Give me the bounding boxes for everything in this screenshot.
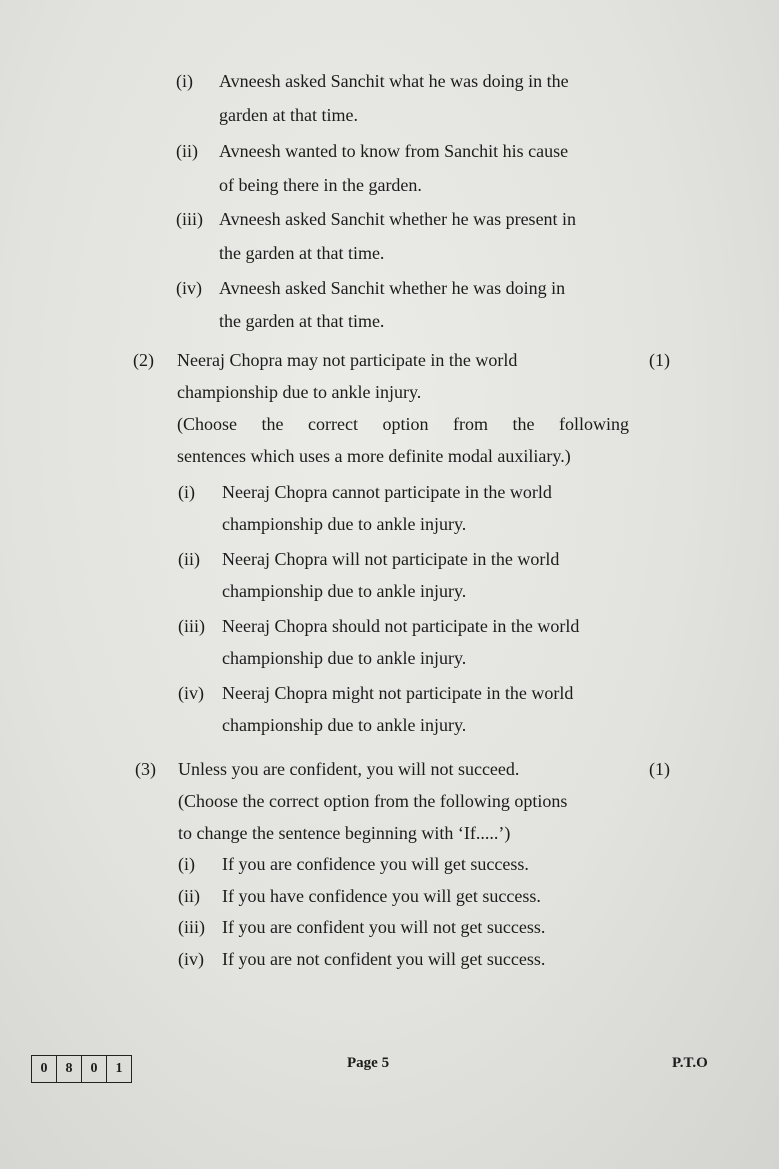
q3-instruction-line2: to change the sentence beginning with ‘If.....’) (178, 823, 511, 843)
q3-option-iii-label: (iii) (178, 917, 205, 937)
q2-option-ii-line1: Neeraj Chopra will not participate in the world (222, 549, 560, 569)
paper-code-digit: 1 (115, 1061, 123, 1076)
q1-option-iv-line1: Avneesh asked Sanchit whether he was doing in (219, 278, 566, 298)
q1-option-iii-line1: Avneesh asked Sanchit whether he was present in (219, 209, 577, 229)
q2-stem-line1: Neeraj Chopra may not participate in the world (177, 350, 518, 370)
q2-option-ii-label: (ii) (178, 549, 200, 569)
q2-marks: (1) (649, 350, 670, 370)
q3-stem: Unless you are confident, you will not succeed. (178, 759, 520, 779)
q2-number: (2) (133, 350, 154, 370)
q2-instruction-line1: (Choose the correct option from the following (177, 414, 629, 434)
q2-option-iii-label: (iii) (178, 616, 205, 636)
q2-option-i-label: (i) (178, 482, 195, 502)
q1-option-ii-line1: Avneesh wanted to know from Sanchit his cause (219, 141, 569, 161)
q2-option-i-line1: Neeraj Chopra cannot participate in the world (222, 482, 552, 502)
q2-stem-line2: championship due to ankle injury. (177, 382, 422, 402)
q2-option-iv-label: (iv) (178, 683, 204, 703)
paper-code-digit: 8 (57, 1056, 82, 1082)
q3-option-iv-label: (iv) (178, 949, 204, 969)
q2-option-ii-line2: championship due to ankle injury. (222, 581, 467, 601)
paper-code-digit: 0 (32, 1056, 57, 1082)
q2-option-iii-line2: championship due to ankle injury. (222, 648, 467, 668)
q1-option-i-line2: garden at that time. (219, 105, 358, 125)
q1-option-iii-label: (iii) (176, 209, 203, 229)
paper-code-digit: 0 (82, 1056, 107, 1082)
q1-option-ii-label: (ii) (176, 141, 198, 161)
q3-option-i-text: If you are confidence you will get success. (222, 854, 529, 874)
q3-option-ii-text: If you have confidence you will get success. (222, 886, 541, 906)
q2-option-iv-line1: Neeraj Chopra might not participate in the world (222, 683, 574, 703)
q3-number: (3) (135, 759, 156, 779)
q3-option-iv-text: If you are not confident you will get success. (222, 949, 546, 969)
q2-option-i-line2: championship due to ankle injury. (222, 514, 467, 534)
q3-option-i-label: (i) (178, 854, 195, 874)
paper-code-box (31, 1055, 132, 1083)
q2-instruction-line2: sentences which uses a more definite modal auxiliary.) (177, 446, 571, 466)
q3-option-ii-label: (ii) (178, 886, 200, 906)
page-number: Page 5 (347, 1055, 390, 1071)
q2-option-iii-line1: Neeraj Chopra should not participate in the world (222, 616, 580, 636)
q1-option-i-line1: Avneesh asked Sanchit what he was doing in the (219, 71, 569, 91)
q2-option-iv-line2: championship due to ankle injury. (222, 715, 467, 735)
q1-option-iv-label: (iv) (176, 278, 202, 298)
q1-option-ii-line2: of being there in the garden. (219, 175, 422, 195)
q3-instruction-line1: (Choose the correct option from the following options (178, 791, 568, 811)
q1-option-iii-line2: the garden at that time. (219, 243, 385, 263)
q3-option-iii-text: If you are confident you will not get success. (222, 917, 546, 937)
q1-option-i-label: (i) (176, 71, 193, 91)
pto-label: P.T.O (672, 1055, 708, 1071)
q1-option-iv-line2: the garden at that time. (219, 311, 385, 331)
q3-marks: (1) (649, 759, 670, 779)
